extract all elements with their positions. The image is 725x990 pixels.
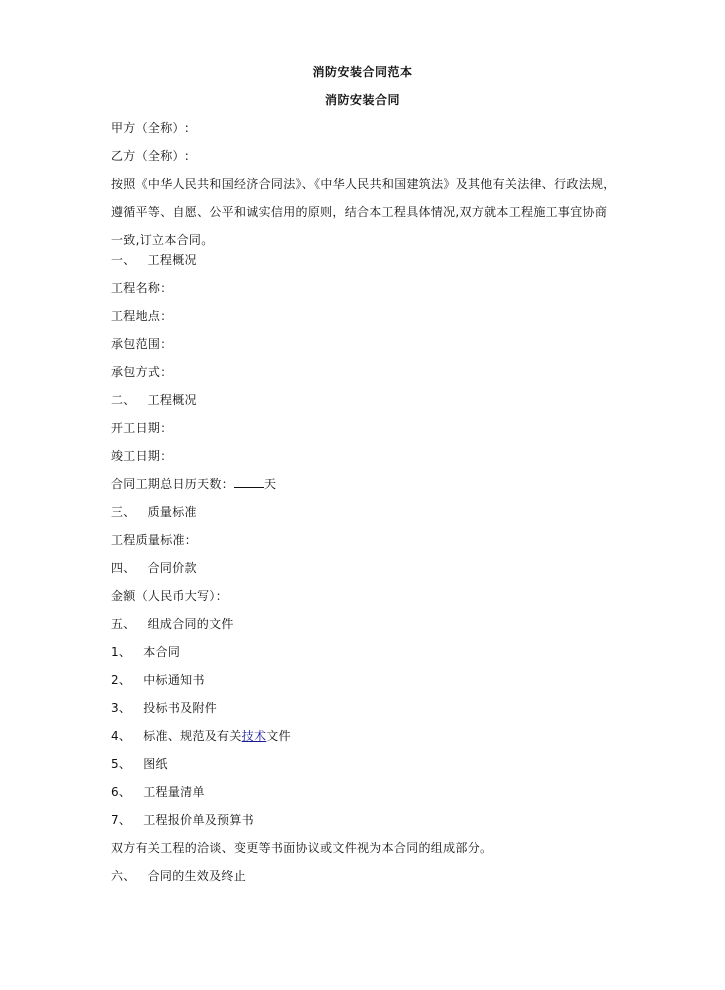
list-number: 5、 xyxy=(111,757,132,771)
technology-link[interactable]: 技术 xyxy=(241,729,267,743)
list-text: 本合同 xyxy=(143,645,181,659)
section-number: 五、 xyxy=(111,617,136,631)
list-number: 1、 xyxy=(111,645,132,659)
list-text: 标准、规范及有关 xyxy=(143,729,242,743)
section-heading-3 xyxy=(111,504,616,532)
section-number: 二、 xyxy=(111,393,136,407)
section-title: 工程概况 xyxy=(147,393,197,407)
section-number: 四、 xyxy=(111,561,136,575)
list-item xyxy=(111,756,616,784)
list-text: 文件 xyxy=(266,729,291,743)
list-number: 3、 xyxy=(111,701,132,715)
contract-scope-line: 承包范围： xyxy=(111,337,173,351)
section-heading-2 xyxy=(111,392,616,420)
section-title: 组成合同的文件 xyxy=(147,617,234,631)
project-location-line: 工程地点： xyxy=(111,309,173,323)
duration-blank xyxy=(234,476,264,488)
section-title: 质量标准 xyxy=(147,505,197,519)
list-number: 7、 xyxy=(111,813,132,827)
section-number: 三、 xyxy=(111,505,136,519)
section-heading-6 xyxy=(111,868,616,896)
document-body xyxy=(111,120,616,896)
completion-date-line: 竣工日期： xyxy=(111,449,173,463)
list-number: 2、 xyxy=(111,673,132,687)
party-b-line: 乙方（全称）: xyxy=(111,149,190,163)
list-item xyxy=(111,728,616,756)
preamble-paragraph: 按照《中华人民共和国经济合同法》、《中华人民共和国建筑法》及其他有关法律、行政法规，遵循平等、自愿、公平和诚实信用的原则，结合本工程具体情况,双方就本工程施工事宜协商一致,订立本合同。 xyxy=(111,177,616,247)
list-item xyxy=(111,812,616,840)
section-heading-1 xyxy=(111,252,616,280)
list-item xyxy=(111,672,616,700)
section-title: 工程概况 xyxy=(147,253,197,267)
document-title: 消防安装合同范本 xyxy=(312,65,413,79)
list-text: 工程量清单 xyxy=(143,785,205,799)
list-number: 4、 xyxy=(111,729,132,743)
start-date-line: 开工日期： xyxy=(111,421,173,435)
section-number: 六、 xyxy=(111,869,136,883)
party-a-line: 甲方（全称）: xyxy=(111,121,190,135)
amount-line: 金额（人民币大写）： xyxy=(111,589,229,603)
section-heading-5 xyxy=(111,616,616,644)
duration-unit: 天 xyxy=(264,477,277,491)
list-item xyxy=(111,644,616,672)
project-name-line: 工程名称： xyxy=(111,281,173,295)
list-item xyxy=(111,700,616,728)
section-heading-4 xyxy=(111,560,616,588)
duration-label: 合同工期总日历天数： xyxy=(111,477,235,491)
duration-line xyxy=(111,476,616,504)
list-text: 投标书及附件 xyxy=(143,701,218,715)
list-item xyxy=(111,784,616,812)
list-number: 6、 xyxy=(111,785,132,799)
negotiation-clause: 双方有关工程的洽谈、变更等书面协议或文件视为本合同的组成部分。 xyxy=(111,841,493,855)
section-title: 合同的生效及终止 xyxy=(147,869,247,883)
list-text: 中标通知书 xyxy=(143,673,205,687)
document-subtitle: 消防安装合同 xyxy=(324,93,400,107)
section-number: 一、 xyxy=(111,253,136,267)
list-text: 图纸 xyxy=(143,757,168,771)
list-text: 工程报价单及预算书 xyxy=(143,813,254,827)
contract-method-line: 承包方式： xyxy=(111,365,173,379)
section-title: 合同价款 xyxy=(147,561,197,575)
quality-standard-line: 工程质量标准： xyxy=(111,533,198,547)
